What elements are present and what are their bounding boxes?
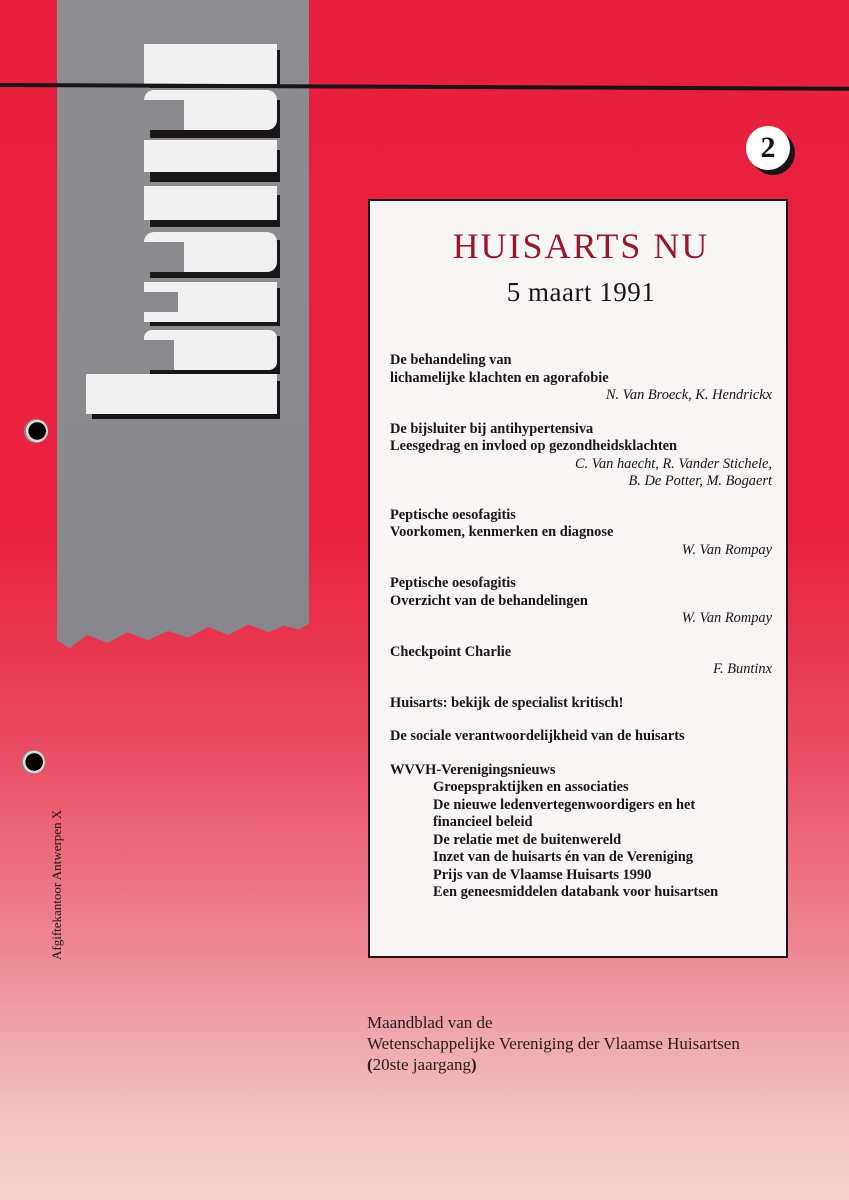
article-authors-line: C. Van haecht, R. Vander Stichele, — [574, 455, 772, 472]
volume-label: 20ste jaargang — [372, 1055, 472, 1074]
article-title-line: Leesgedrag en invloed op gezondheidsklachten — [390, 438, 678, 454]
article-title — [390, 507, 772, 542]
section-title: WVVH-Verenigingsnieuws — [390, 761, 556, 778]
section-item[interactable] — [433, 797, 772, 832]
article-authors: W. Van Rompay — [681, 610, 772, 626]
toc-article[interactable] — [390, 695, 772, 713]
section-item-list — [390, 779, 772, 902]
article-title-line: Peptische oesofagitis — [390, 506, 516, 523]
article-title-line: De bijsluiter bij antihypertensiva — [390, 420, 594, 437]
section-item[interactable]: Inzet van de huisarts én van de Vereniging — [433, 849, 693, 865]
section-item[interactable]: Groepspraktijken en associaties — [433, 779, 629, 795]
section-item-line: De nieuwe ledenvertegenwoordigers en het — [433, 796, 696, 813]
issue-date: 5 maart 1991 — [506, 277, 656, 307]
article-title-line: Peptische oesofagitis — [390, 575, 516, 591]
article-authors — [390, 456, 772, 491]
article-title-line: Overzicht van de behandelingen — [390, 592, 588, 609]
section-item-line: financieel beleid — [433, 814, 533, 830]
toc-article[interactable] — [390, 421, 772, 491]
article-authors-line: B. De Potter, M. Bogaert — [628, 473, 772, 489]
toc-article[interactable] — [390, 728, 772, 746]
punch-hole-top — [24, 419, 48, 443]
issue-number-badge — [746, 126, 790, 170]
publisher-footer — [367, 1012, 837, 1075]
issue-number: 2 — [760, 131, 776, 164]
article-title — [390, 352, 772, 387]
toc-list — [390, 352, 772, 902]
article-title-line: lichamelijke klachten en agorafobie — [390, 369, 609, 386]
footer-line-2: Wetenschappelijke Vereniging der Vlaamse Huisartsen — [367, 1034, 740, 1053]
article-authors: N. Van Broeck, K. Hendrickx — [605, 387, 772, 403]
article-title-line: Voorkomen, kenmerken en diagnose — [390, 524, 614, 540]
article-title: Checkpoint Charlie — [390, 643, 512, 660]
article-title — [390, 421, 772, 456]
magazine-title: HUISARTS NU — [452, 226, 710, 266]
toc-article[interactable] — [390, 575, 772, 628]
article-authors: W. Van Rompay — [681, 541, 772, 558]
section-item[interactable]: Een geneesmiddelen databank voor huisartsen — [433, 884, 719, 900]
article-title — [390, 575, 772, 610]
toc-article[interactable] — [390, 352, 772, 405]
article-title: Huisarts: bekijk de specialist kritisch! — [390, 694, 624, 711]
article-title: De sociale verantwoordelijkheid van de huisarts — [390, 728, 685, 744]
postal-office-note: Afgiftekantoor Antwerpen X — [49, 809, 64, 960]
section-item[interactable]: Prijs van de Vlaamse Huisarts 1990 — [433, 866, 652, 883]
toc-section — [390, 762, 772, 902]
footer-line-1: Maandblad van de — [367, 1013, 493, 1032]
footer-line-3 — [367, 1054, 837, 1075]
article-authors: F. Buntinx — [713, 661, 772, 677]
article-title-line: De behandeling van — [390, 352, 512, 368]
table-of-contents-box — [368, 199, 788, 958]
toc-article[interactable] — [390, 507, 772, 560]
left-bracket-icon: ( — [367, 1055, 373, 1074]
toc-article[interactable] — [390, 644, 772, 679]
right-bracket-icon: ) — [471, 1055, 477, 1074]
punch-hole-bottom — [21, 750, 45, 774]
section-item[interactable]: De relatie met de buitenwereld — [433, 831, 622, 848]
